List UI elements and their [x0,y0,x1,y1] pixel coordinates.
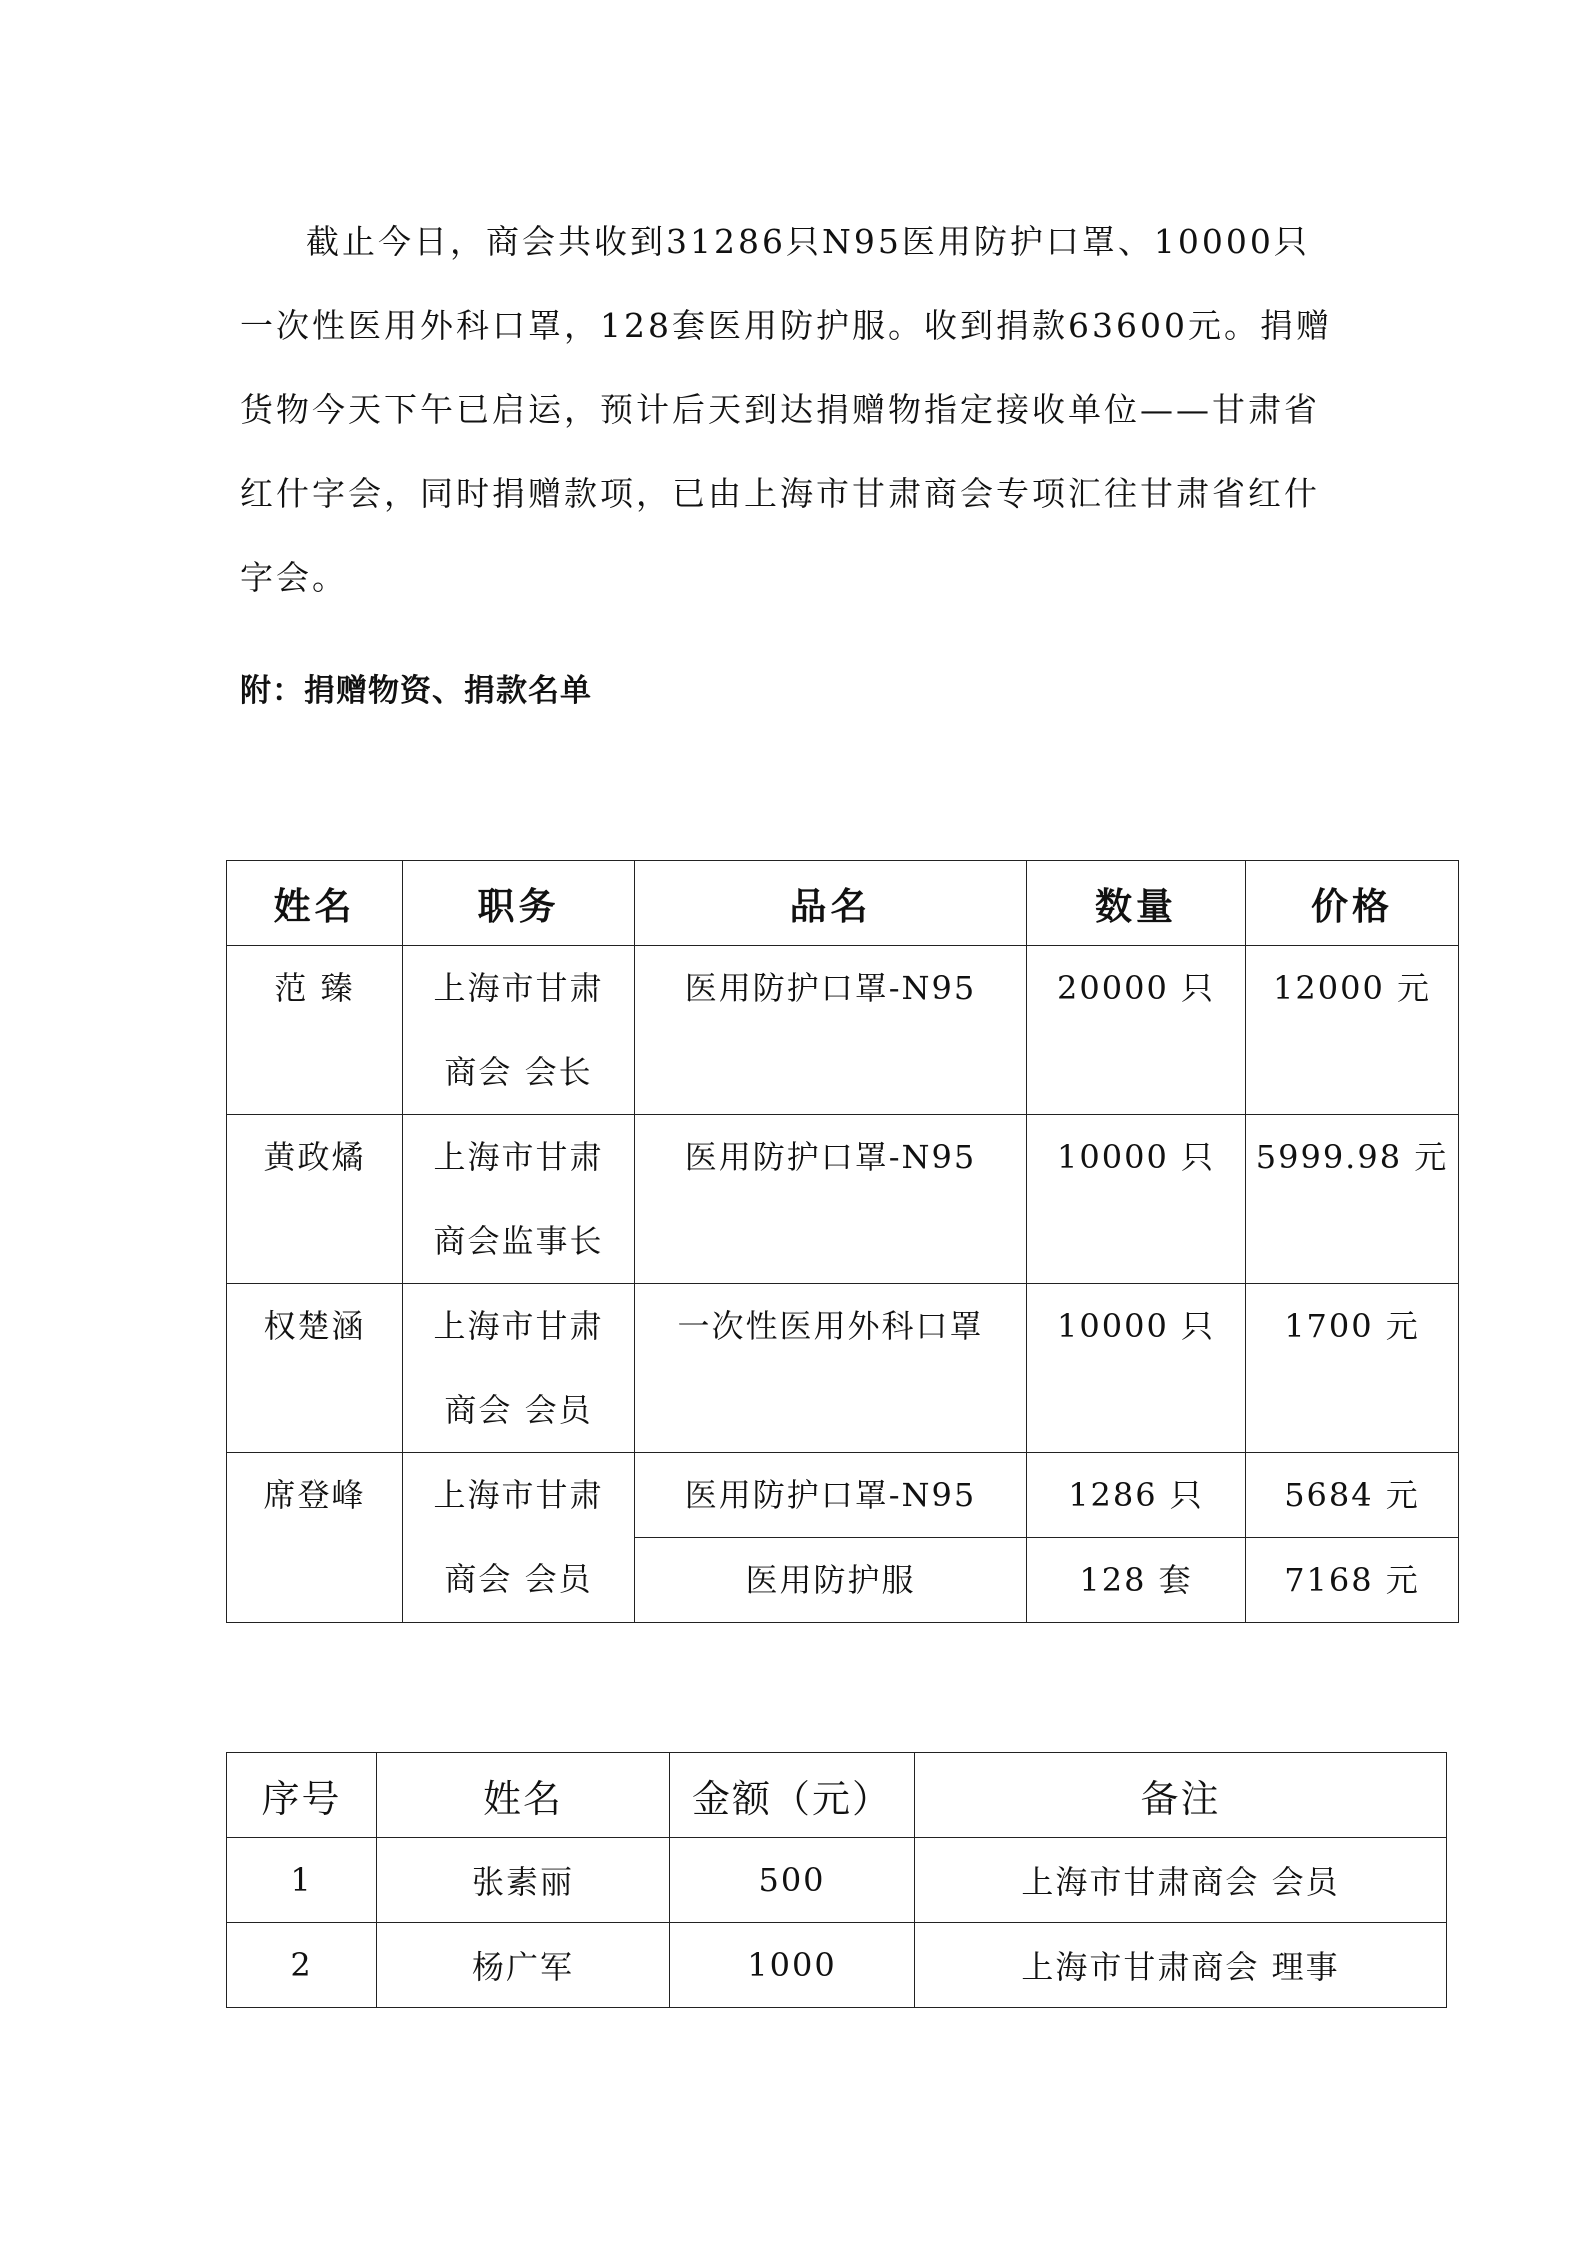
product-quantity: 1286 只 [1027,1453,1246,1538]
donation-amount: 1000 [670,1923,915,2008]
table-row [227,1923,1447,2008]
donor-note: 上海市甘肃商会 会员 [915,1838,1447,1923]
donor-position: 上海市甘肃商会 会长 [403,946,635,1115]
goods-header-price: 价格 [1246,861,1459,946]
product-price: 5999.98 元 [1246,1115,1459,1284]
donor-name: 张素丽 [377,1838,670,1923]
product-quantity: 10000 只 [1027,1115,1246,1284]
money-header-no: 序号 [227,1753,377,1838]
appendix-title: 附：捐赠物资、捐款名单 [240,673,592,709]
product-name: 医用防护口罩-N95 [635,1115,1027,1284]
donor-name: 范 臻 [227,946,403,1115]
donation-amount: 500 [670,1838,915,1923]
table-row [227,1115,1459,1284]
donated-goods-table [226,860,1459,1623]
goods-header-product: 品名 [635,861,1027,946]
product-name: 一次性医用外科口罩 [635,1284,1027,1453]
product-name: 医用防护服 [635,1538,1027,1623]
goods-header-quantity: 数量 [1027,861,1246,946]
money-header-note: 备注 [915,1753,1447,1838]
product-price: 12000 元 [1246,946,1459,1115]
product-name: 医用防护口罩-N95 [635,946,1027,1115]
donor-name: 权楚涵 [227,1284,403,1453]
table-row [227,1453,1459,1538]
table-row [227,946,1459,1115]
row-number: 2 [227,1923,377,2008]
money-header-amount: 金额（元） [670,1753,915,1838]
donor-position: 上海市甘肃商会 会员 [403,1284,635,1453]
table-row [227,1284,1459,1453]
table-row [227,1838,1447,1923]
money-table-header-row [227,1753,1447,1838]
product-quantity: 10000 只 [1027,1284,1246,1453]
body-paragraph: 截止今日，商会共收到31286只N95医用防护口罩、10000只一次性医用外科口罩，128套医用防护服。收到捐款63600元。捐赠货物今天下午已启运，预计后天到达捐赠物指定接收单位——甘肃省红什字会，同时捐赠款项，已由上海市甘肃商会专项汇往甘肃省红什字会。 [240,222,1332,597]
donor-position: 上海市甘肃商会 会员 [403,1453,635,1623]
goods-header-position: 职务 [403,861,635,946]
money-header-name: 姓名 [377,1753,670,1838]
donor-name: 杨广军 [377,1923,670,2008]
product-quantity: 128 套 [1027,1538,1246,1623]
product-name: 医用防护口罩-N95 [635,1453,1027,1538]
goods-table-header-row [227,861,1459,946]
donor-position: 上海市甘肃商会监事长 [403,1115,635,1284]
product-quantity: 20000 只 [1027,946,1246,1115]
product-price: 5684 元 [1246,1453,1459,1538]
donor-name: 席登峰 [227,1453,403,1623]
row-number: 1 [227,1838,377,1923]
product-price: 7168 元 [1246,1538,1459,1623]
product-price: 1700 元 [1246,1284,1459,1453]
goods-header-name: 姓名 [227,861,403,946]
donor-note: 上海市甘肃商会 理事 [915,1923,1447,2008]
donor-name: 黄政燏 [227,1115,403,1284]
donation-money-table [226,1752,1447,2008]
